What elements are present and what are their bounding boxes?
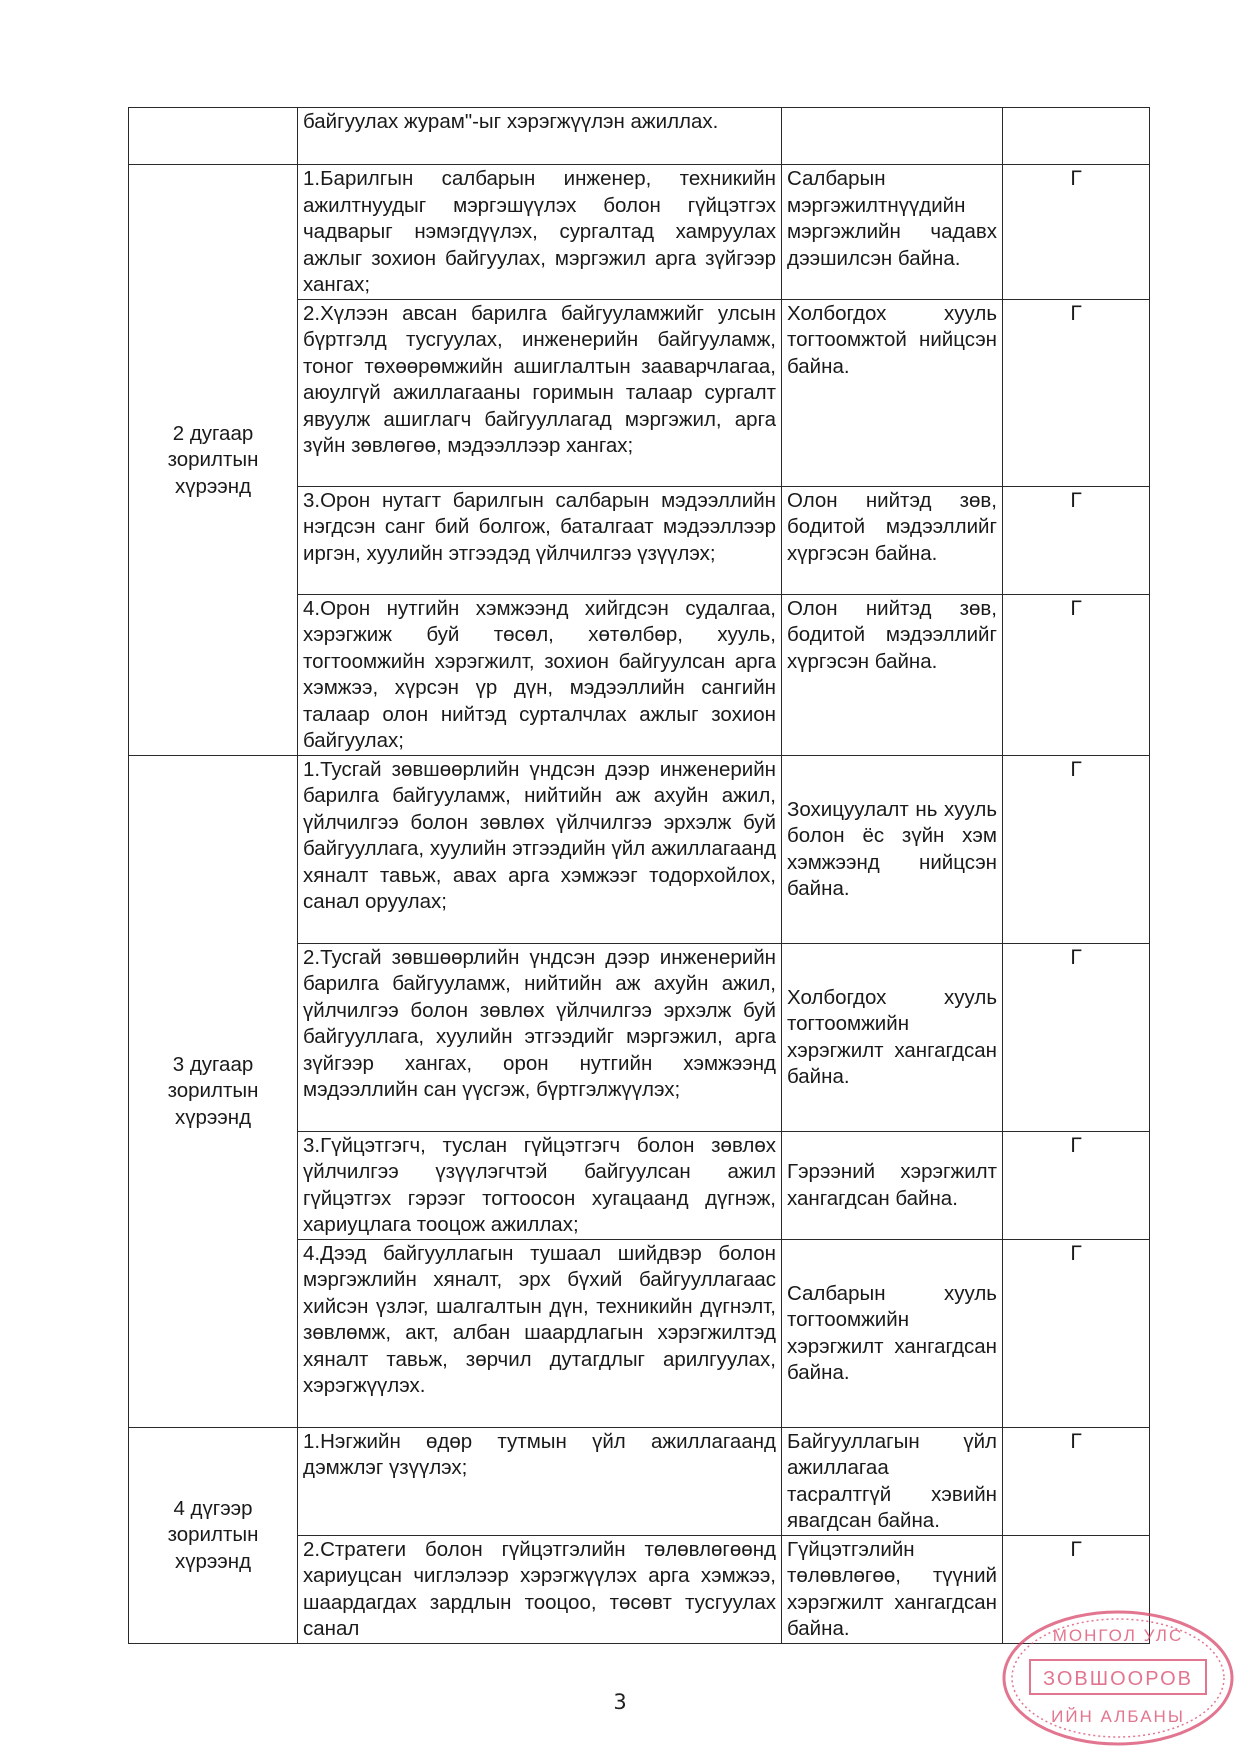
- task-description: 4.Дээд байгууллагын тушаал шийдвэр болон мэргэжлийн хяналт, эрх бүхий байгууллагаас хийсэн үзлэг, шалгалтын дүн, техникийн дүгнэлт, зөвлөмж, акт, албан шаардлагын хэрэгжилтэд хяналт тавьж, зөрчил дутагдлыг арилгуулах, хэрэгжүүлэх.: [298, 1239, 782, 1427]
- goal-label-line: 2 дугаар: [172, 421, 254, 445]
- table-row: [129, 108, 1150, 165]
- grade-cell: Г: [1003, 594, 1150, 755]
- grade-cell: Г: [1003, 486, 1150, 594]
- task-description: 2.Стратеги болон гүйцэтгэлийн төлөвлөгөөнд хариуцсан чиглэлээр хэрэгжүүлэх арга хэмжээ, шаардагдах зардлын тооцоо, төсөвт тусгуулах санал: [298, 1535, 782, 1643]
- task-description: 1.Тусгай зөвшөөрлийн үндсэн дээр инженерийн барилга байгууламж, нийтийн аж ахуйн ажил, үйлчилгээ болон зөвлөх үйлчилгээ эрхэлж буй байгууллага, хуулийн этгээдийн үйл ажиллагаанд хяналт тавьж, авах арга хэмжээг тодорхойлох, санал оруулах;: [298, 755, 782, 943]
- task-description: 2.Тусгай зөвшөөрлийн үндсэн дээр инженерийн барилга байгууламж, нийтийн аж ахуйн ажил, үйлчилгээ болон зөвлөх үйлчилгээ эрхэлж буй байгууллага, хуулийн этгээдийг мэргэжил, арга зүйгээр хангах, орон нутгийн хэмжээнд мэдээллийн сан үүсгэж, бүртгэлжүүлэх;: [298, 943, 782, 1131]
- grade-cell: Г: [1003, 1131, 1150, 1239]
- task-description: 3.Орон нутагт барилгын салбарын мэдээллийн нэгдсэн санг бий болгож, баталгаат мэдээллээр иргэн, хуулийн этгээдэд үйлчилгээ үзүүлэх;: [298, 486, 782, 594]
- expected-result: Олон нийтэд зөв, бодитой мэдээллийг хүргэсэн байна.: [782, 594, 1003, 755]
- grade-cell: Г: [1003, 943, 1150, 1131]
- expected-result: Байгууллагын үйл ажиллагаа тасралтгүй хэвийн явагдсан байна.: [782, 1427, 1003, 1535]
- grade-cell: Г: [1003, 755, 1150, 943]
- task-description: 1.Нэгжийн өдөр тутмын үйл ажиллагаанд дэмжлэг үзүүлэх;: [298, 1427, 782, 1535]
- task-description: 2.Хүлээн авсан барилга байгууламжийг улсын бүртгэлд тусгуулах, инженерийн байгууламж, тоног төхөөрөмжийн ашиглалтын зааварчлагаа, аюулгүй ажиллагааны горимын талаар сургалт явуулж ашиглагч байгууллагад мэргэжил, арга зүйн зөвлөгөө, мэдээллээр хангах;: [298, 299, 782, 486]
- task-description: 3.Гүйцэтгэгч, туслан гүйцэтгэгч болон зөвлөх үйлчилгээ үзүүлэгчтэй байгуулсан ажил гүйцэтгэх гэрээг тогтоосон хугацаанд дүгнэж, хариуцлага тооцож ажиллах;: [298, 1131, 782, 1239]
- expected-result: Олон нийтэд зөв, бодитой мэдээллийг хүргэсэн байна.: [782, 486, 1003, 594]
- task-description: 1.Барилгын салбарын инженер, техникийн ажилтнуудыг мэргэшүүлэх болон гүйцэтгэх чадварыг нэмэгдүүлэх, сургалтад хамруулах ажлыг зохион байгуулах, мэргэжил арга зүйгээр хангах;: [298, 165, 782, 300]
- goal-label-line: 3 дугаар: [172, 1052, 254, 1076]
- expected-result: [782, 108, 1003, 165]
- expected-result: Гүйцэтгэлийн төлөвлөгөө, түүний хэрэгжилт хангагдсан байна.: [782, 1535, 1003, 1643]
- goal-label-line: хүрээнд: [174, 474, 252, 498]
- goal-label-line: 4 дүгээр: [173, 1496, 253, 1520]
- grade-cell: Г: [1003, 299, 1150, 486]
- grade-cell: Г: [1003, 165, 1150, 300]
- expected-result: Салбарын мэргэжилтнүүдийн мэргэжлийн чадавх дээшилсэн байна.: [782, 165, 1003, 300]
- table-row: [129, 1427, 1150, 1535]
- page-number: 3: [613, 1690, 627, 1714]
- table-row: [129, 165, 1150, 300]
- grade-cell: Г: [1003, 1427, 1150, 1535]
- stamp-center-text: ЗОВШООРОВ: [1043, 1668, 1193, 1690]
- expected-result: Холбогдох хууль тогтоомжтой нийцсэн байна.: [782, 299, 1003, 486]
- goal-group-4: [129, 1427, 298, 1643]
- goal-label-line: зорилтын: [167, 1523, 259, 1547]
- goal-group-3: [129, 755, 298, 1427]
- goal-label-line: зорилтын: [167, 1079, 259, 1103]
- goal-group-2: [129, 165, 298, 756]
- stamp-center-box: [1030, 1660, 1206, 1694]
- grade-cell: Г: [1003, 1535, 1150, 1643]
- task-description: байгуулах журам"-ыг хэрэгжүүлэн ажиллах.: [298, 108, 782, 165]
- expected-result: Зохицуулалт нь хууль болон ёс зүйн хэм хэмжээнд нийцсэн байна.: [782, 755, 1003, 943]
- table-row: [129, 755, 1150, 943]
- goal-label-line: хүрээнд: [174, 1549, 252, 1573]
- expected-result: Гэрээний хэрэгжилт хангагдсан байна.: [782, 1131, 1003, 1239]
- task-description: 4.Орон нутгийн хэмжээнд хийгдсэн судалгаа, хэрэгжиж буй төсөл, хөтөлбөр, хууль, тогтоомжийн хэрэгжилт, зохион байгуулсан арга хэмжээ, хүрсэн үр дүн, мэдээллийн сангийн талаар олон нийтэд сурталчлах ажлыг зохион байгуулах;: [298, 594, 782, 755]
- goal-cell: [129, 108, 298, 165]
- grade-cell: [1003, 108, 1150, 165]
- stamp-top-text: МОНГОЛ УЛС: [1052, 1626, 1184, 1645]
- expected-result: Салбарын хууль тогтоомжийн хэрэгжилт хангагдсан байна.: [782, 1239, 1003, 1427]
- expected-result: Холбогдох хууль тогтоомжийн хэрэгжилт хангагдсан байна.: [782, 943, 1003, 1131]
- stamp-bottom-text: ИЙН АЛБАНЫ: [1051, 1707, 1185, 1726]
- grade-cell: Г: [1003, 1239, 1150, 1427]
- plan-table: [128, 107, 1150, 1644]
- goal-label-line: зорилтын: [167, 448, 259, 471]
- goal-label-line: хүрээнд: [174, 1105, 252, 1129]
